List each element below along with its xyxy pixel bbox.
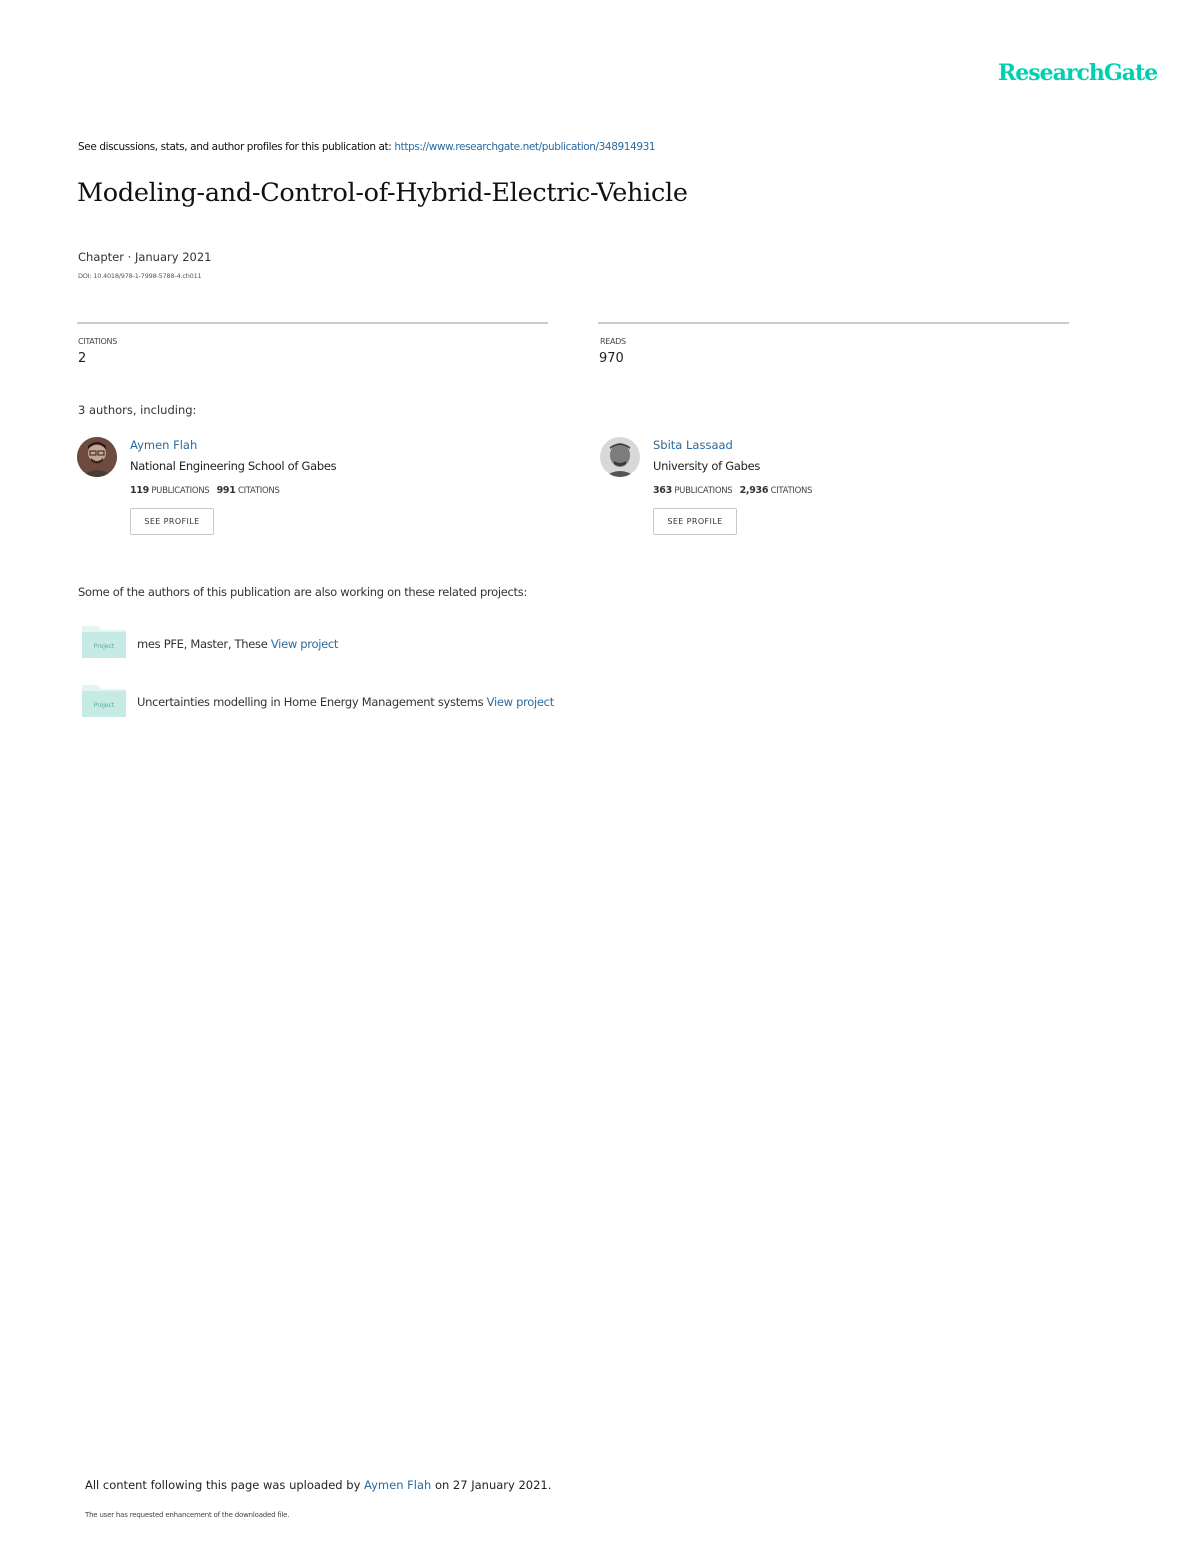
publication-url-link[interactable]: https://www.researchgate.net/publication/348914931 <box>394 141 656 153</box>
publication-title: Modeling-and-Control-of-Hybrid-Electric-Vehicle <box>77 178 688 208</box>
see-profile-button[interactable]: SEE PROFILE <box>130 508 214 535</box>
authors-heading: 3 authors, including: <box>78 403 197 417</box>
author-stats <box>653 485 812 496</box>
upload-note <box>85 1478 551 1492</box>
reads-count: 970 <box>599 351 624 366</box>
author-name-link[interactable]: Sbita Lassaad <box>653 438 733 452</box>
author-citations-count: 991 <box>216 485 236 496</box>
see-profile-button[interactable]: SEE PROFILE <box>653 508 737 535</box>
author-publications-count: 119 <box>130 485 149 496</box>
project-item <box>137 637 338 651</box>
publication-meta: Chapter · January 2021 <box>78 250 212 264</box>
project-folder-icon <box>82 624 126 658</box>
view-project-link[interactable]: View project <box>270 637 339 651</box>
publication-source-line <box>78 141 655 153</box>
related-projects-heading: Some of the authors of this publication are also working on these related projects: <box>78 585 528 599</box>
project-item <box>137 695 554 709</box>
author-citations-label: CITATIONS <box>237 486 280 496</box>
author-citations-count: 2,936 <box>739 485 769 496</box>
citations-count: 2 <box>78 351 87 366</box>
uploader-link[interactable]: Aymen Flah <box>364 1478 432 1492</box>
citations-label: CITATIONS <box>78 337 117 346</box>
author-stats <box>130 485 280 496</box>
upload-prefix: All content following this page was uploaded by <box>85 1478 361 1492</box>
project-title: Uncertainties modelling in Home Energy Management systems <box>137 695 484 709</box>
author-publications-count: 363 <box>653 485 672 496</box>
author-photo-icon[interactable] <box>77 437 117 477</box>
publication-doi: DOI: 10.4018/978-1-7998-5788-4.ch011 <box>78 272 202 280</box>
enhancement-note: The user has requested enhancement of the downloaded file. <box>85 1511 290 1519</box>
source-prefix: See discussions, stats, and author profiles for this publication at: <box>78 141 392 153</box>
author-publications-label: PUBLICATIONS <box>674 486 733 496</box>
view-project-link[interactable]: View project <box>486 695 554 709</box>
project-title: mes PFE, Master, These <box>137 637 268 651</box>
author-name-link[interactable]: Aymen Flah <box>130 438 198 452</box>
author-institution: National Engineering School of Gabes <box>130 459 337 473</box>
researchgate-logo[interactable]: ResearchGate <box>998 60 1158 86</box>
author-photo-icon[interactable] <box>600 437 640 477</box>
reads-divider <box>598 322 1069 324</box>
author-publications-label: PUBLICATIONS <box>151 486 210 496</box>
citations-divider <box>77 322 548 324</box>
author-citations-label: CITATIONS <box>770 486 813 496</box>
folder-label: Project <box>93 643 115 650</box>
reads-label: READS <box>600 337 626 346</box>
author-institution: University of Gabes <box>653 459 761 473</box>
project-folder-icon <box>82 683 126 717</box>
upload-suffix: on 27 January 2021. <box>434 1478 552 1492</box>
folder-label: Project <box>93 702 115 709</box>
